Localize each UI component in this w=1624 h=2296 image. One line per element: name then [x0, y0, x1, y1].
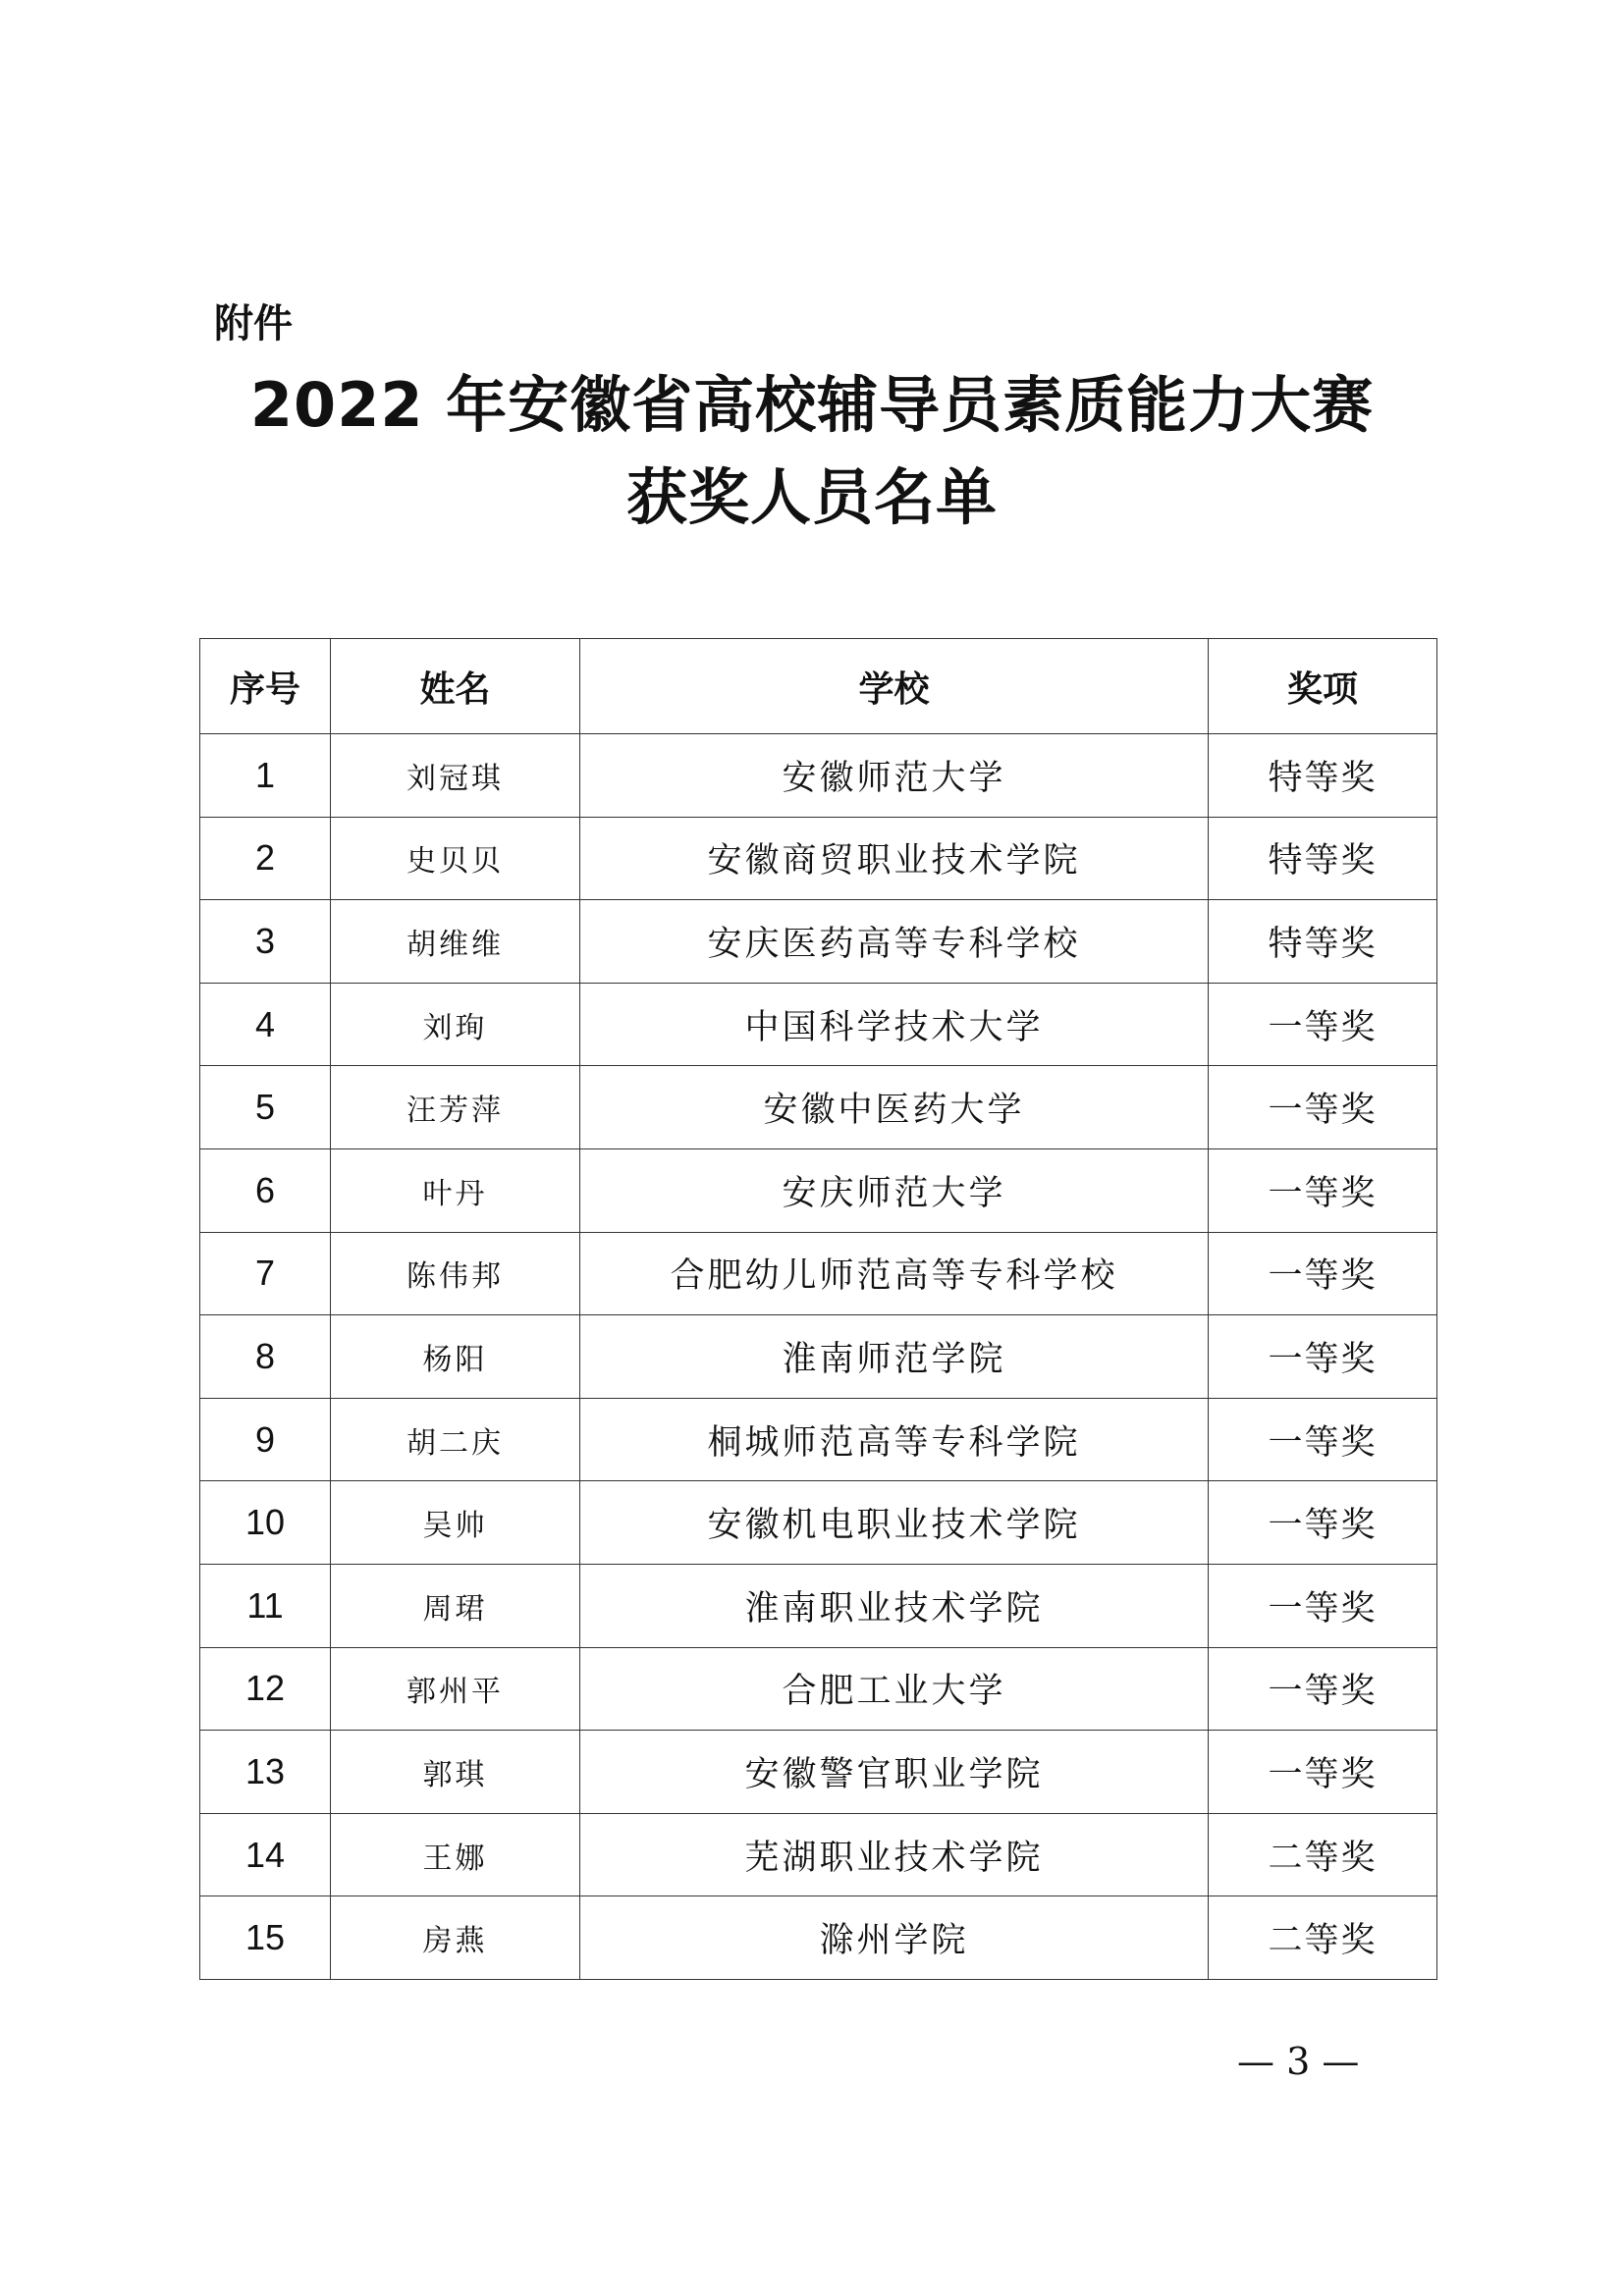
cell-school: 淮南师范学院: [580, 1315, 1209, 1399]
cell-index: 11: [200, 1564, 331, 1647]
cell-index: 4: [200, 983, 331, 1066]
cell-school: 安徽中医药大学: [580, 1066, 1209, 1149]
cell-index: 9: [200, 1398, 331, 1481]
table-row: [200, 1813, 1437, 1896]
cell-index: 7: [200, 1232, 331, 1315]
cell-award: 一等奖: [1209, 1066, 1437, 1149]
cell-name: 陈伟邦: [331, 1232, 580, 1315]
cell-award: 特等奖: [1209, 900, 1437, 984]
cell-name: 杨阳: [331, 1315, 580, 1399]
cell-school: 合肥幼儿师范高等专科学校: [580, 1232, 1209, 1315]
column-header-index: 序号: [200, 639, 331, 734]
document-title-line1: 2022 年安徽省高校辅导员素质能力大赛: [249, 369, 1375, 441]
cell-award: 特等奖: [1209, 734, 1437, 818]
table-row: [200, 1148, 1437, 1232]
cell-school: 安庆医药高等专科学校: [580, 900, 1209, 984]
cell-name: 王娜: [331, 1813, 580, 1896]
column-header-award: 奖项: [1209, 639, 1437, 734]
cell-award: 一等奖: [1209, 1148, 1437, 1232]
cell-index: 10: [200, 1481, 331, 1565]
cell-index: 6: [200, 1148, 331, 1232]
cell-name: 吴帅: [331, 1481, 580, 1565]
cell-school: 安徽商贸职业技术学院: [580, 817, 1209, 900]
cell-award: 一等奖: [1209, 1232, 1437, 1315]
cell-school: 安庆师范大学: [580, 1148, 1209, 1232]
table-header: [200, 639, 1437, 734]
cell-school: 安徽师范大学: [580, 734, 1209, 818]
cell-name: 刘冠琪: [331, 734, 580, 818]
cell-award: 二等奖: [1209, 1896, 1437, 1980]
cell-award: 二等奖: [1209, 1813, 1437, 1896]
cell-index: 1: [200, 734, 331, 818]
cell-name: 胡二庆: [331, 1398, 580, 1481]
cell-name: 汪芳萍: [331, 1066, 580, 1149]
cell-index: 13: [200, 1731, 331, 1814]
cell-school: 滁州学院: [580, 1896, 1209, 1980]
cell-index: 15: [200, 1896, 331, 1980]
table-row: [200, 1896, 1437, 1980]
cell-index: 14: [200, 1813, 331, 1896]
cell-name: 胡维维: [331, 900, 580, 984]
cell-name: 叶丹: [331, 1148, 580, 1232]
table-row: [200, 1232, 1437, 1315]
table-body: [200, 734, 1437, 1980]
cell-school: 安徽机电职业技术学院: [580, 1481, 1209, 1565]
table-row: [200, 1647, 1437, 1731]
table-row: [200, 1731, 1437, 1814]
cell-award: 一等奖: [1209, 1481, 1437, 1565]
cell-award: 一等奖: [1209, 1315, 1437, 1399]
cell-school: 安徽警官职业学院: [580, 1731, 1209, 1814]
table-row: [200, 900, 1437, 984]
attachment-label: 附件: [214, 301, 293, 347]
cell-name: 房燕: [331, 1896, 580, 1980]
cell-name: 史贝贝: [331, 817, 580, 900]
cell-name: 周珺: [331, 1564, 580, 1647]
cell-school: 桐城师范高等专科学院: [580, 1398, 1209, 1481]
cell-name: 刘珣: [331, 983, 580, 1066]
cell-award: 特等奖: [1209, 817, 1437, 900]
table-row: [200, 1564, 1437, 1647]
cell-school: 芜湖职业技术学院: [580, 1813, 1209, 1896]
table-row: [200, 817, 1437, 900]
cell-award: 一等奖: [1209, 1731, 1437, 1814]
cell-index: 8: [200, 1315, 331, 1399]
table-row: [200, 1315, 1437, 1399]
cell-name: 郭琪: [331, 1731, 580, 1814]
table-header-row: [200, 639, 1437, 734]
award-winners-table: [199, 638, 1437, 1980]
column-header-name: 姓名: [331, 639, 580, 734]
cell-award: 一等奖: [1209, 1564, 1437, 1647]
column-header-school: 学校: [580, 639, 1209, 734]
cell-name: 郭州平: [331, 1647, 580, 1731]
cell-award: 一等奖: [1209, 1647, 1437, 1731]
cell-index: 2: [200, 817, 331, 900]
page-number: — 3 —: [1237, 2040, 1360, 2083]
cell-school: 中国科学技术大学: [580, 983, 1209, 1066]
table-row: [200, 1481, 1437, 1565]
table-row: [200, 1066, 1437, 1149]
cell-award: 一等奖: [1209, 1398, 1437, 1481]
cell-index: 3: [200, 900, 331, 984]
table-row: [200, 1398, 1437, 1481]
table-row: [200, 983, 1437, 1066]
table-row: [200, 734, 1437, 818]
cell-index: 5: [200, 1066, 331, 1149]
cell-index: 12: [200, 1647, 331, 1731]
document-title-line2: 获奖人员名单: [625, 461, 998, 533]
cell-school: 淮南职业技术学院: [580, 1564, 1209, 1647]
cell-award: 一等奖: [1209, 983, 1437, 1066]
cell-school: 合肥工业大学: [580, 1647, 1209, 1731]
